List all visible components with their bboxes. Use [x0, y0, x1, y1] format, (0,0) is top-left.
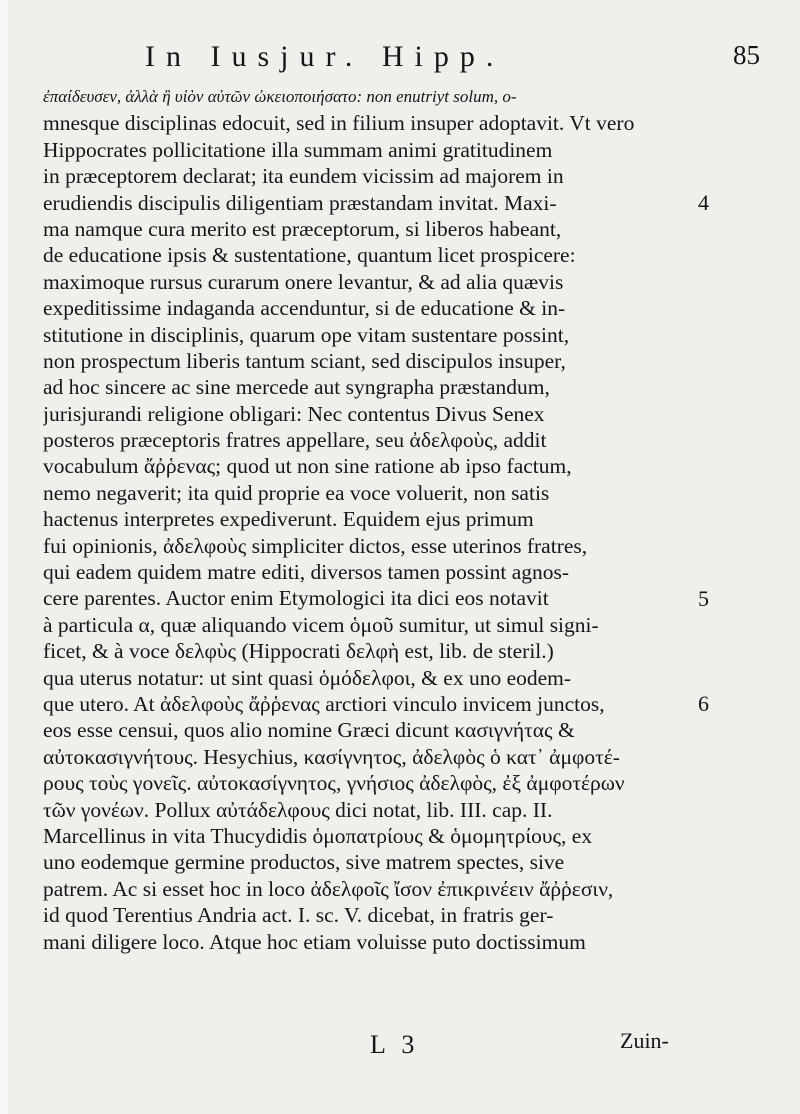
text-line: in præceptorem declarat; ita eundem vicissim ad majorem in [43, 164, 564, 189]
text-line: eos esse censui, quos alio nomine Græci dicunt κασιγνήτας & [43, 718, 575, 743]
margin-note: 5 [698, 585, 709, 611]
text-line: stitutione in disciplinis, quarum ope vitam sustentare possint, [43, 322, 570, 347]
text-line: vocabulum ἄῤῥενας; quod ut non sine ratione ab ipso factum, [43, 454, 572, 479]
catchword: Zuin- [620, 1028, 669, 1053]
text-line: id quod Terentius Andria act. I. sc. V. dicebat, in fratris ger- [43, 903, 554, 928]
page-number: 85 [733, 40, 760, 70]
text-line: ρους τοὺς γονεῖς. αὐτοκασίγνητος, γνήσιος ἀδελφὸς, ἐξ ἀμφοτέρων [43, 771, 625, 796]
text-line: mnesque disciplinas edocuit, sed in filium insuper adoptavit. Vt vero [43, 111, 635, 136]
text-line: Hippocrates pollicitatione illa summam animi gratitudinem [43, 137, 553, 162]
text-line: maximoque rursus curarum onere levantur, & ad alia quævis [43, 269, 564, 294]
body-text [43, 84, 679, 955]
margin-note: 4 [698, 189, 709, 215]
text-line: ficet, & à voce δελφὺς (Hippocrati δελφὴ est, lib. de steril.) [43, 639, 554, 664]
text-line: posteros præceptoris fratres appellare, seu ἀδελφοὺς, addit [43, 428, 547, 453]
text-line: hactenus interpretes expediverunt. Equidem ejus primum [43, 507, 534, 532]
margin-note: 6 [698, 691, 709, 717]
text-line: fui opinionis, ἀδελφοὺς simpliciter dictos, esse uterinos fratres, [43, 533, 588, 558]
text-line: uno eodemque germine productos, sive matrem spectes, sive [43, 850, 565, 875]
text-line: non prospectum liberis tantum sciant, sed discipulos insuper, [43, 348, 566, 373]
text-line: nemo negaverit; ita quid proprie ea voce voluerit, non satis [43, 480, 550, 505]
text-line: cere parentes. Auctor enim Etymologici ita dici eos notavit [43, 586, 549, 611]
text-line: qua uterus notatur: ut sint quasi ὁμόδελφοι, & ex uno eodem- [43, 665, 572, 690]
text-line: que utero. At ἀδελφοὺς ἄῤῥενας arctiori vinculo invicem junctos, [43, 691, 605, 716]
text-line: expeditissime indaganda accenduntur, si de educatione & in- [43, 296, 566, 321]
running-head: In Iusjur. Hipp. [145, 40, 505, 73]
text-line: αὐτοκασιγνήτους. Hesychius, κασίγνητος, ἀδελφὸς ὁ κατ᾽ ἀμφοτέ- [43, 744, 620, 769]
text-line: τῶν γονέων. Pollux αὐτάδελφους dici notat, lib. III. cap. II. [43, 797, 553, 822]
signature-mark: L 3 [370, 1030, 420, 1059]
text-line: erudiendis discipulis diligentiam præstandam invitat. Maxi- [43, 190, 557, 215]
text-line: qui eadem quidem matre editi, diversos tamen possint agnos- [43, 560, 570, 585]
text-line: Marcellinus in vita Thucydidis ὁμοπατρίους & ὁμομητρίους, ex [43, 823, 593, 848]
text-line: jurisjurandi religione obligari: Nec contentus Divus Senex [43, 401, 545, 426]
text-line: ad hoc sincere ac sine mercede aut syngrapha præstandum, [43, 375, 550, 400]
text-line: ma namque cura merito est præceptorum, si liberos habeant, [43, 216, 562, 241]
text-line: de educatione ipsis & sustentatione, quantum licet prospicere: [43, 243, 576, 268]
page-header [45, 40, 760, 76]
text-line: à particula α, quæ aliquando vicem ὁμοῦ sumitur, ut simul signi- [43, 612, 599, 637]
text-line: patrem. Ac si esset hoc in loco ἀδελφοῖς ἴσον ἐπικρινέειν ἄῤῥεσιν, [43, 876, 614, 901]
text-line: ἐπαίδευσεν, ἀλλὰ ἢ υἱὸν αὐτῶν ὠκειοποιήσατο: non enutriyt solum, o- [43, 87, 517, 106]
text-line: mani diligere loco. Atque hoc etiam voluisse puto doctissimum [43, 929, 586, 954]
